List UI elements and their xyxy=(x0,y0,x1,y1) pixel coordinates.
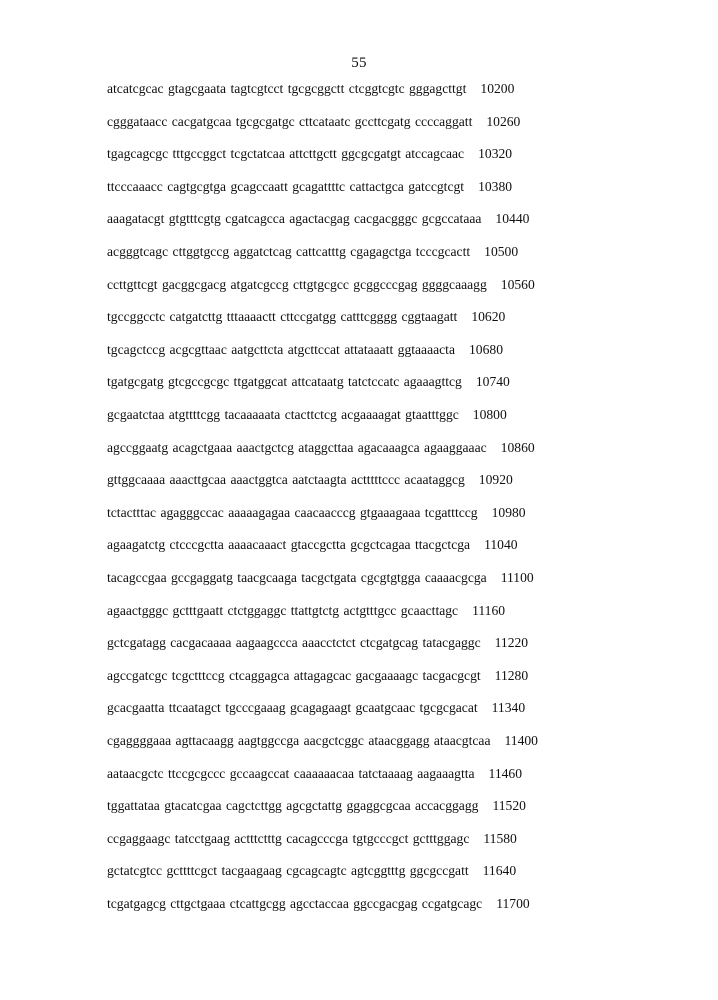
sequence-row xyxy=(107,699,525,717)
sequence-position: 10800 xyxy=(472,407,507,422)
sequence-position: 11580 xyxy=(483,830,517,846)
sequence-text: ttcccaaacc cagtgcgtga gcagccaatt gcagattttc cattactgca gatccgtcgt xyxy=(107,178,465,194)
sequence-row xyxy=(107,536,518,554)
sequence-row xyxy=(107,569,534,587)
sequence-row xyxy=(107,830,517,848)
sequence-position: 11640 xyxy=(482,863,517,879)
sequence-row xyxy=(107,373,510,391)
sequence-text: agaactgggc gctttgaatt ctctggaggc ttattgtctg actgtttgcc gcaacttagc xyxy=(107,602,459,618)
sequence-text: tctactttac agagggccac aaaaagagaa caacaacccg gtgaaagaaa tcgatttccg xyxy=(107,504,478,520)
sequence-position: 10380 xyxy=(478,178,513,194)
sequence-position: 11700 xyxy=(496,896,530,911)
sequence-text: agaagatctg ctcccgctta aaaacaaact gtaccgctta gcgctcagaa ttacgctcga xyxy=(107,537,471,553)
sequence-row xyxy=(107,243,518,261)
sequence-row xyxy=(107,439,535,457)
sequence-text: aaagatacgt gtgtttcgtg cgatcagcca agactacgag cacgacgggc gcgccataaa xyxy=(107,211,482,227)
sequence-position: 11220 xyxy=(494,635,529,651)
sequence-position: 11040 xyxy=(484,537,518,553)
sequence-position: 11400 xyxy=(504,733,538,748)
sequence-position: 10500 xyxy=(484,244,519,259)
sequence-text: gcgaatctaa atgttttcgg tacaaaaata ctacttctcg acgaaaagat gtaatttggc xyxy=(107,407,459,422)
sequence-row xyxy=(107,634,528,652)
sequence-text: atcatcgcac gtagcgaata tagtcgtcct tgcgcggctt ctcggtcgtc gggagcttgt xyxy=(107,81,467,96)
sequence-text: aataacgctc ttccgcgccc gccaagccat caaaaaacaa tatctaaaag aagaaagtta xyxy=(107,765,475,781)
sequence-row xyxy=(107,895,530,913)
sequence-row xyxy=(107,145,512,163)
sequence-text: tacagccgaa gccgaggatg taacgcaaga tacgctgata cgcgtgtgga caaaacgcga xyxy=(107,570,487,585)
sequence-position: 10920 xyxy=(478,472,513,488)
sequence-text: agccggaatg acagctgaaa aaactgctcg ataggcttaa agacaaagca agaaggaaac xyxy=(107,439,487,455)
sequence-position: 10620 xyxy=(471,309,506,325)
sequence-position: 11340 xyxy=(491,700,526,716)
sequence-position: 10440 xyxy=(495,211,530,227)
sequence-text: ccgaggaagc tatcctgaag actttctttg cacagcccga tgtgcccgct gctttggagc xyxy=(107,830,470,846)
sequence-position: 11280 xyxy=(494,667,529,683)
sequence-text: tcgatgagcg cttgctgaaa ctcattgcgg agcctaccaa ggccgacgag ccgatgcagc xyxy=(107,896,483,911)
sequence-row xyxy=(107,210,529,228)
sequence-row xyxy=(107,504,526,522)
sequence-position: 10320 xyxy=(478,146,513,162)
sequence-text: gttggcaaaa aaacttgcaa aaactggtca aatctaagta actttttccc acaataggcg xyxy=(107,472,465,488)
sequence-row xyxy=(107,602,505,620)
sequence-text: cgggataacc cacgatgcaa tgcgcgatgc cttcataatc gccttcgatg ccccaggatt xyxy=(107,113,473,129)
sequence-position: 10260 xyxy=(486,113,521,129)
sequence-text: tgcagctccg acgcgttaac aatgcttcta atgcttccat attataaatt ggtaaaacta xyxy=(107,341,455,357)
sequence-row xyxy=(107,113,520,131)
sequence-position: 11520 xyxy=(492,798,526,814)
sequence-row xyxy=(107,406,507,424)
sequence-row xyxy=(107,732,538,750)
sequence-position: 11460 xyxy=(488,765,523,781)
sequence-text: acgggtcagc cttggtgccg aggatctcag cattcatttg cgagagctga tcccgcactt xyxy=(107,244,471,259)
sequence-text: gcacgaatta ttcaatagct tgcccgaaag gcagagaagt gcaatgcaac tgcgcgacat xyxy=(107,700,478,716)
sequence-position: 10680 xyxy=(469,341,503,357)
sequence-row xyxy=(107,308,505,326)
sequence-text: gctatcgtcc gcttttcgct tacgaagaag cgcagcagtc agtcggtttg ggcgccgatt xyxy=(107,863,469,879)
sequence-row xyxy=(107,765,522,783)
sequence-position: 10200 xyxy=(480,81,515,96)
sequence-position: 10860 xyxy=(500,439,535,455)
sequence-text: gctcgatagg cacgacaaaa aagaagccca aaacctctct ctcgatgcag tatacgaggc xyxy=(107,635,481,651)
sequence-row xyxy=(107,471,513,489)
sequence-row xyxy=(107,667,528,685)
sequence-row xyxy=(107,178,512,196)
sequence-row xyxy=(107,276,535,294)
sequence-position: 11100 xyxy=(500,570,534,585)
sequence-row xyxy=(107,80,514,98)
sequence-text: tggattataa gtacatcgaa cagctcttgg agcgctattg ggaggcgcaa accacggagg xyxy=(107,798,479,814)
sequence-row xyxy=(107,862,516,880)
sequence-text: agccgatcgc tcgctttccg ctcaggagca attagagcac gacgaaaagc tacgacgcgt xyxy=(107,667,481,683)
sequence-position: 10560 xyxy=(500,276,535,292)
sequence-position: 10980 xyxy=(491,504,526,520)
sequence-text: tgccggcctc catgatcttg tttaaaactt cttccgatgg catttcgggg cggtaagatt xyxy=(107,309,458,325)
sequence-row xyxy=(107,341,503,359)
page-number: 55 xyxy=(351,55,367,71)
sequence-text: cgaggggaaa agttacaagg aagtggccga aacgctcggc ataacggagg ataacgtcaa xyxy=(107,733,491,748)
sequence-text: tgagcagcgc tttgccggct tcgctatcaa attcttgctt ggcgcgatgt atccagcaac xyxy=(107,146,465,162)
sequence-row xyxy=(107,797,526,815)
sequence-text: tgatgcgatg gtcgccgcgc ttgatggcat attcataatg tatctccatc agaaagttcg xyxy=(107,374,462,390)
sequence-text: ccttgttcgt gacggcgacg atgatcgccg cttgtgcgcc gcggcccgag ggggcaaagg xyxy=(107,276,487,292)
sequence-position: 10740 xyxy=(475,374,510,390)
sequence-position: 11160 xyxy=(472,602,506,618)
